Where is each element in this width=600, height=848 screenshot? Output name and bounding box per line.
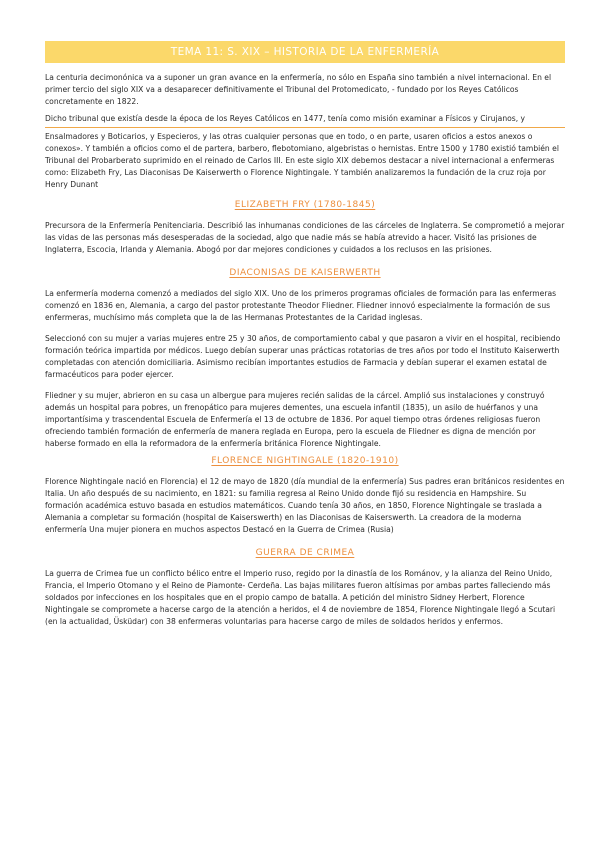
- elizabeth-paragraph: Precursora de la Enfermería Penitenciaria. Describió las inhumanas condiciones de las cárceles de Inglaterra. Se comprometió a mejorar las vidas de las personas más desesperadas de la sociedad, algo que nadie más se había atrevido a hacer. Visitó las prisiones de Inglaterra, Escocia, Irlanda y Alemania. Abogó por dar mejores condiciones y cuidados a los reclusos en las prisiones.: [45, 221, 565, 254]
- document-body: [45, 72, 565, 637]
- divider-line: [45, 127, 565, 128]
- intro-paragraph-3: Ensalmadores y Boticarios, y Especieros, y las otras cualquier personas que en todo, o en parte, usaren oficios a estos anexos o conexos». Y también a oficios como el de partera, barbero, flebotomiano, algebristas o hernistas. Entre 1500 y 1780 existió también el Tribunal del Probarberato suprimido en el reinado de Carlos III. En este siglo XIX debemos destacar a nivel internacional a enfermeras como: Elizabeth Fry, Las Diaconisas De Kaiserwerth o Florence Nightingale. Y también analizaremos la fundación de la cruz roja por Henry Dunant: [45, 132, 559, 189]
- diaconisas-paragraph-3: Fliedner y su mujer, abrieron en su casa un albergue para mujeres recién salidas de la cárcel. Amplió sus instalaciones y construyó además un hospital para pobres, un frenopático para mujeres dementes, una escuela infantil (1835), un asilo de huérfanos y una importantísima y trascendental Escuela de Enfermería el 13 de octubre de 1836. Por aquel tiempo otras órdenes religiosas fueron ofreciendo también formación de enfermería de manera reglada en Europa, pero la escuela de Fliedner es digna de mención por haberse formado en ella la reformadora de la enfermería británica Florence Nightingale.: [45, 391, 545, 448]
- page-title: TEMA 11: S. XIX – HISTORIA DE LA ENFERMERÍA: [45, 41, 565, 63]
- intro-paragraph-2: Dicho tribunal que existía desde la época de los Reyes Católicos en 1477, tenía como misión examinar a Físicos y Cirujanos, y: [45, 114, 526, 123]
- florence-paragraph: Florence Nightingale nació en Florencia) el 12 de mayo de 1820 (día mundial de la enfermería) Sus padres eran británicos residentes en Italia. Un año después de su nacimiento, en 1821: su familia regresa al Reino Unido donde fijó su residencia en Hampshire. Su formación académica estuvo basada en estudios matemáticos. Cuando tenía 30 años, en 1850, Florence Nightingale se traslada a Alemania a completar su formación (hospital de Kaiserswerth) en las Diaconisas de Kaiserswerth. La creadora de la moderna enfermería Una mujer pionera en muchos aspectos Destacó en la Guerra de Crimea (Rusia): [45, 477, 565, 534]
- crimea-paragraph: La guerra de Crimea fue un conflicto bélico entre el Imperio ruso, regido por la dinastía de los Románov, y la alianza del Reino Unido, Francia, el Imperio Otomano y el Reino de Piamonte- Cerdeña. Las bajas militares fueron altísimas por ambas partes falleciendo más soldados por infecciones en los hospitales que en el propio campo de batalla. A petición del ministro Sidney Herbert, Florence Nightingale se compromete a hacerse cargo de la atención a heridos, el 4 de noviembre de 1854, Florence Nightingale llegó a Scutari (en la actualidad, Üsküdar) con 38 enfermeras voluntarias para hacerse cargo de miles de soldados heridos y enfermos.: [45, 569, 556, 626]
- section-heading-crimea: GUERRA DE CRIMEA: [255, 548, 355, 558]
- diaconisas-paragraph-2: Seleccionó con su mujer a varias mujeres entre 25 y 30 años, de comportamiento cabal y que pasaron a vivir en el hospital, recibiendo formación teórica impartida por médicos. Luego debían superar unas prácticas rotatorias de tres años por todo el Instituto Kaiserwerth completadas con atención domiciliaria. Asimismo recibían importantes estudios de Farmacia y debían superar el examen estatal de farmacéuticos para poder ejercer.: [45, 334, 561, 379]
- section-heading-diaconisas: DIACONISAS DE KAISERWERTH: [229, 268, 381, 278]
- intro-paragraph-1: La centuria decimonónica va a suponer un gran avance en la enfermería, no sólo en España sino también a nivel internacional. En el primer tercio del siglo XIX va a desaparecer definitivamente el Tribunal del Protomedicato, - fundado por los Reyes Católicos concretamente en 1822.: [45, 73, 552, 106]
- section-heading-florence: FLORENCE NIGHTINGALE (1820-1910): [211, 456, 399, 466]
- section-heading-elizabeth: ELIZABETH FRY (1780-1845): [234, 200, 376, 210]
- diaconisas-paragraph-1: La enfermería moderna comenzó a mediados del siglo XIX. Uno de los primeros programas oficiales de formación para las enfermeras comenzó en 1836 en, Alemania, a cargo del pastor protestante Theodor Fliedner. Fliedner innovó especialmente la formación de sus enfermeras, muchísimo más completa que la de las Hermanas Protestantes de la Caridad inglesas.: [45, 289, 557, 322]
